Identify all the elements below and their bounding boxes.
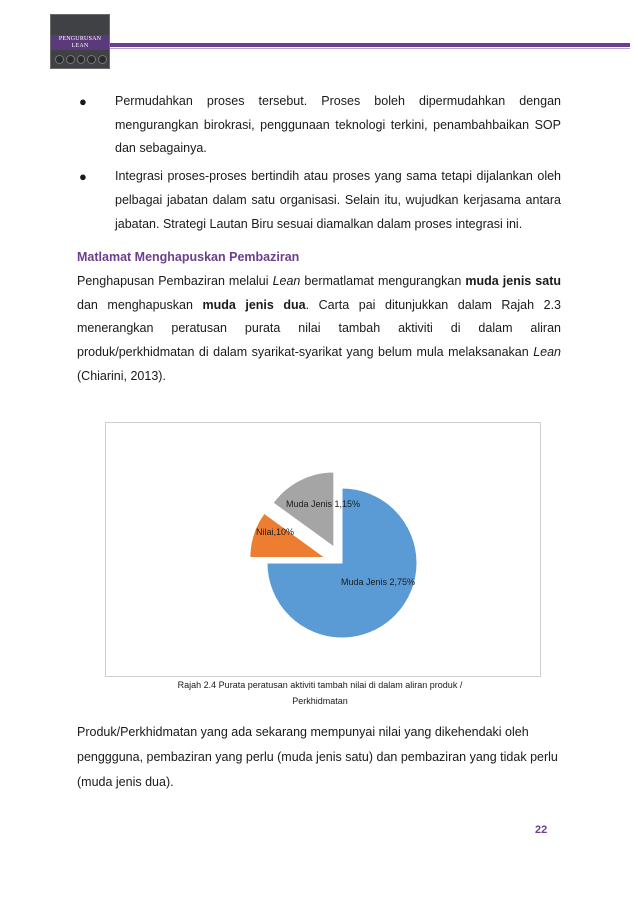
logo-line2: LEAN bbox=[71, 43, 89, 49]
paragraph-1: Penghapusan Pembaziran melalui Lean bermatlamat mengurangkan muda jenis satu dan menghapuskan muda jenis dua. Carta pai ditunjukkan dalam Rajah 2.3 menerangkan peratusan purata nilai tambah aktiviti di dalam aliran produk/perkhidmatan di dalam syarikat-syarikat yang belum mula melaksanakan Lean (Chiarini, 2013). bbox=[77, 273, 562, 383]
slice-label: Muda Jenis 2,75% bbox=[341, 577, 416, 587]
caption-line1: Rajah 2.4 Purata peratusan aktiviti tambah nilai di dalam aliran produk / bbox=[177, 680, 463, 690]
logo-line1: PENGURUSAN bbox=[58, 36, 102, 42]
book-logo bbox=[50, 14, 110, 69]
header-line bbox=[96, 48, 630, 49]
header-bar bbox=[96, 43, 630, 47]
page-number: 22 bbox=[535, 824, 548, 836]
bullet-dot-icon: ● bbox=[79, 169, 87, 185]
bullet-text: Integrasi proses-proses bertindih atau proses yang sama tetapi dijalankan oleh pelbagai jabatan dalam satu organisasi. Selain itu, wujudkan kerjasama antara jabatan. Strategi Lautan Biru sesuai diamalkan dalam proses integrasi ini. bbox=[115, 169, 561, 231]
bullet-dot-icon: ● bbox=[79, 94, 87, 109]
bullet-item bbox=[77, 90, 561, 161]
slice-label: Muda Jenis 1,15% bbox=[286, 499, 361, 509]
slice-label: Nilai,10% bbox=[256, 527, 295, 537]
bullet-item bbox=[77, 165, 561, 236]
bullet-text: Permudahkan proses tersebut. Proses boleh dipermudahkan dengan mengurangkan birokrasi, penggunaan teknologi terkini, penambahbaikan SOP dan sebagainya. bbox=[115, 94, 561, 156]
pie-chart bbox=[106, 423, 540, 676]
caption-line2: Perkhidmatan bbox=[292, 696, 348, 706]
pie-chart-frame bbox=[105, 422, 541, 677]
section-heading: Matlamat Menghapuskan Pembaziran bbox=[77, 250, 300, 265]
figure-caption bbox=[150, 677, 490, 709]
typewriter-keys-icon bbox=[55, 55, 107, 65]
main-content bbox=[77, 90, 561, 388]
paragraph-2: Produk/Perkhidmatan yang ada sekarang mempunyai nilai yang dikehendaki oleh penggguna, pembaziran yang perlu (muda jenis satu) dan pembaziran yang tidak perlu (muda jenis dua). bbox=[77, 725, 558, 789]
